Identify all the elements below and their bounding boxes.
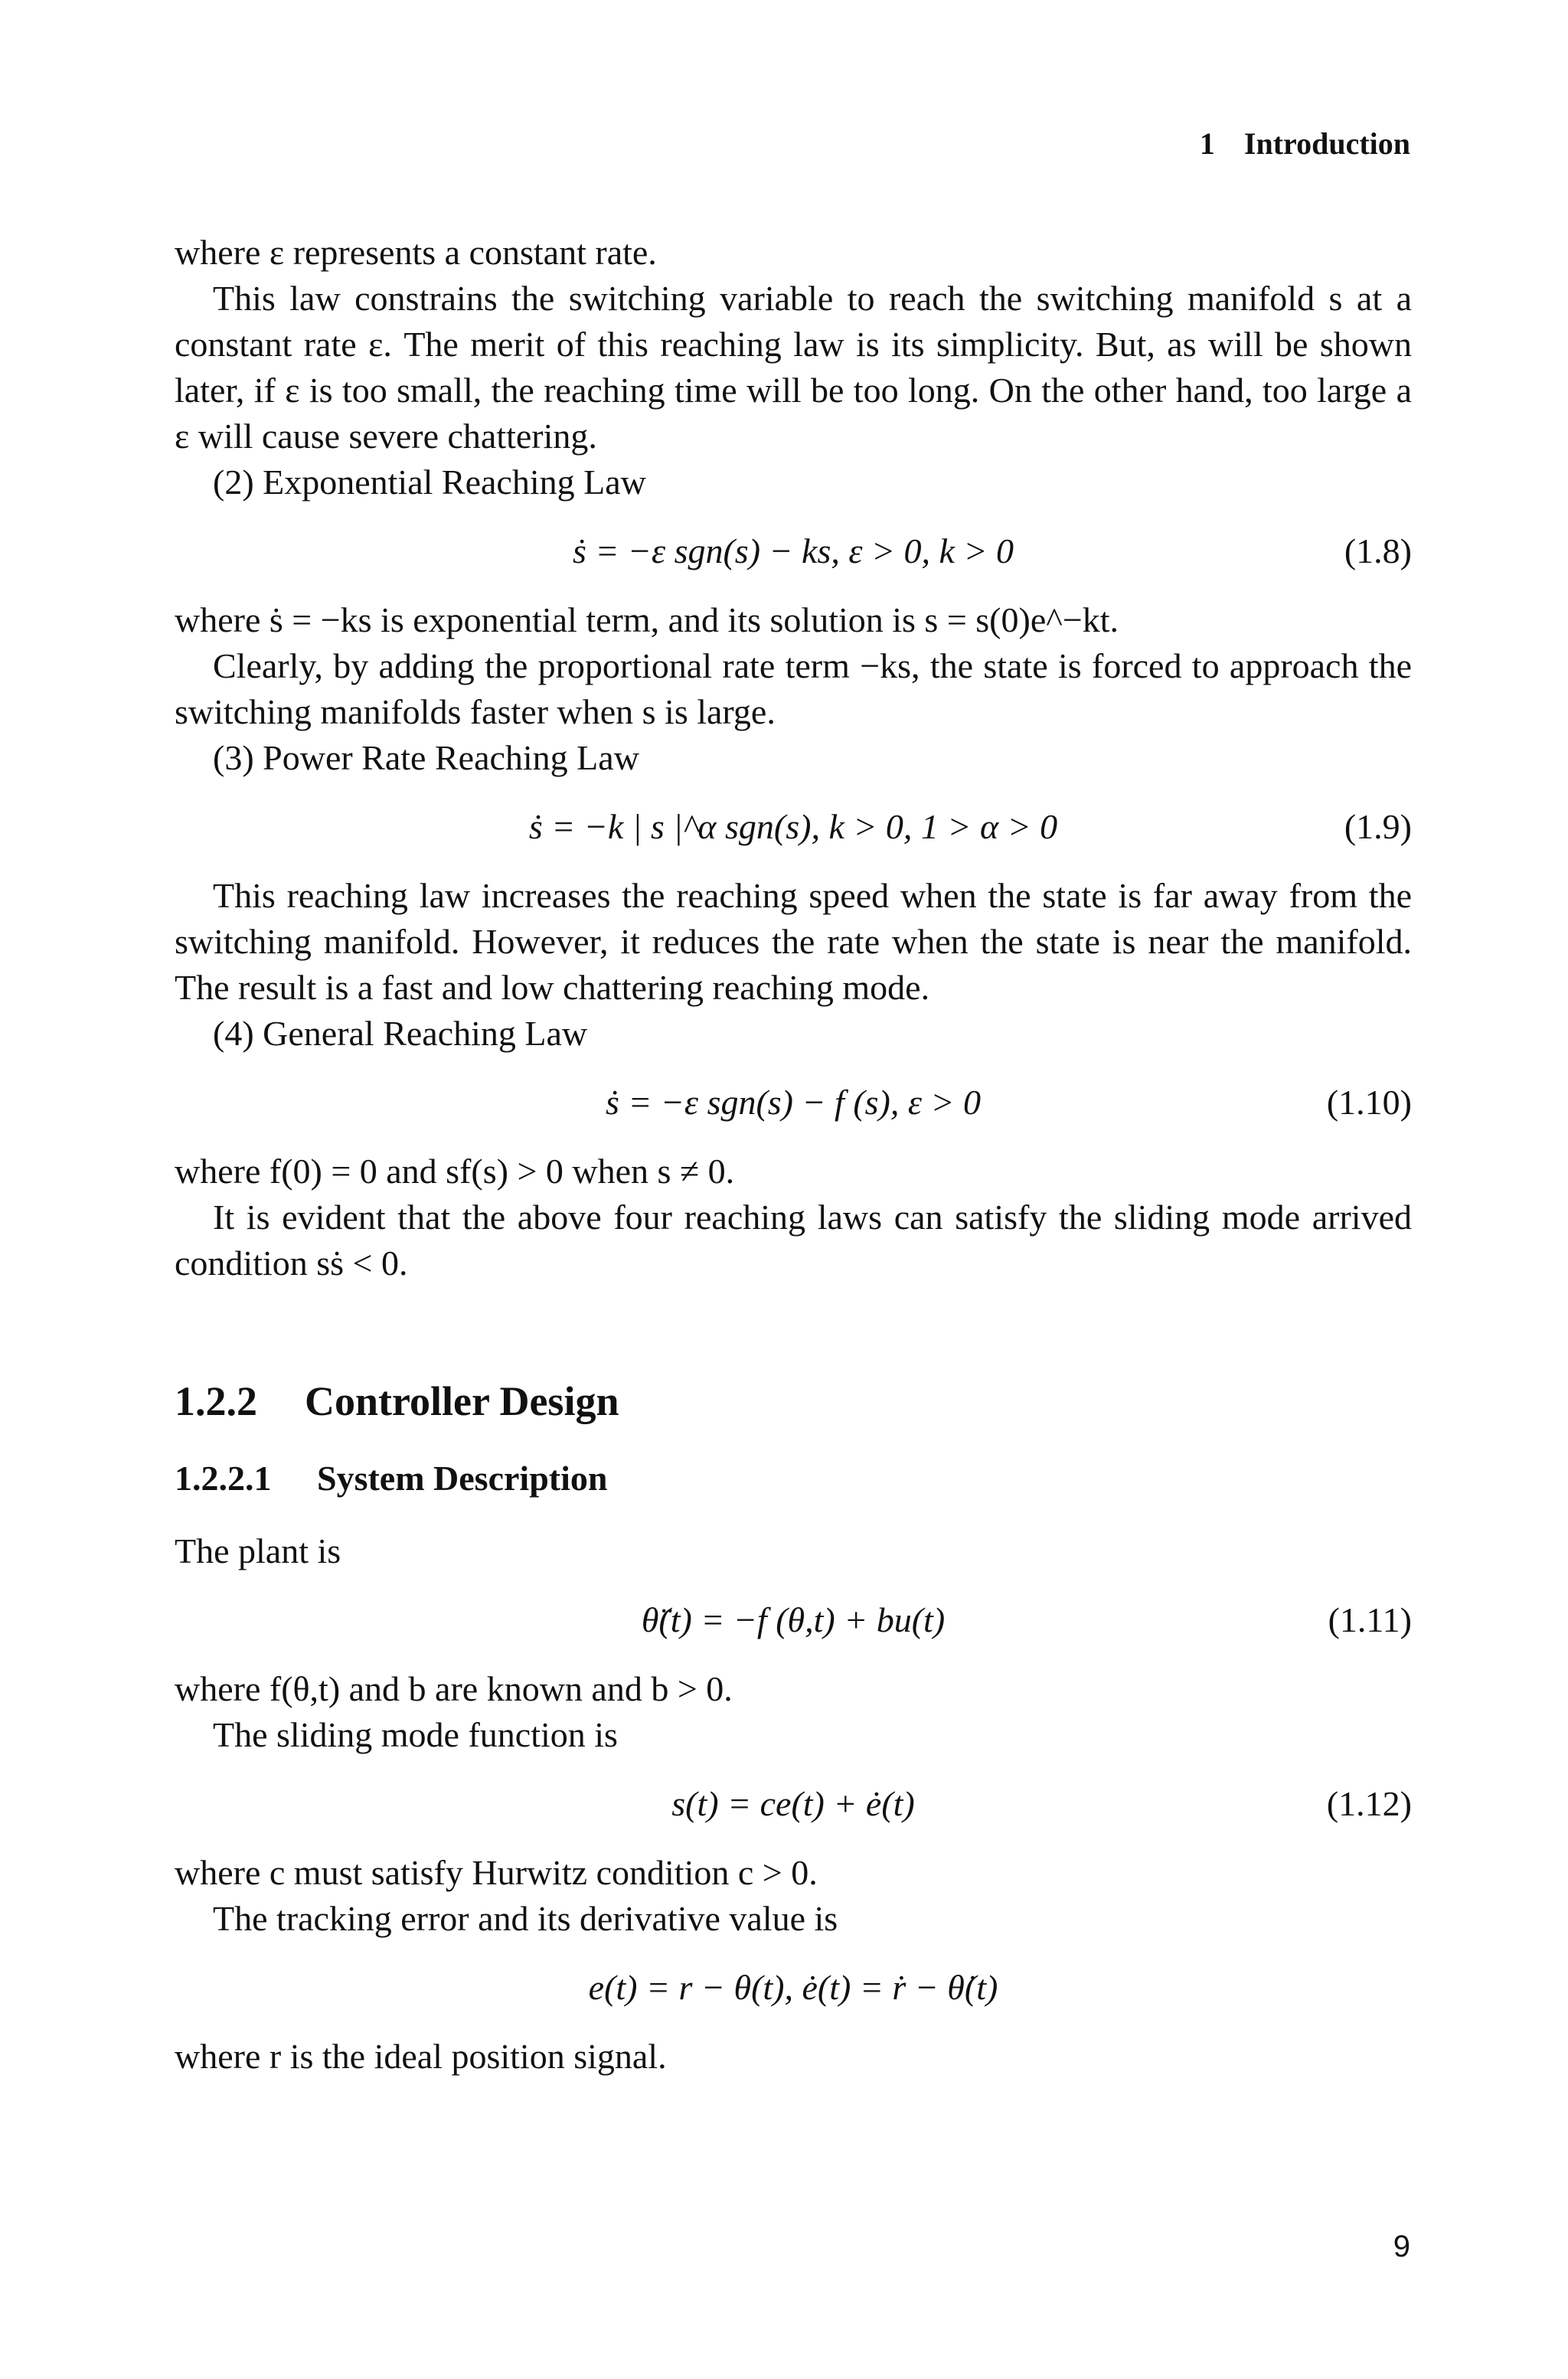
section-title: Controller Design xyxy=(305,1378,619,1424)
paragraph: This law constrains the switching variable to reach the switching manifold s at a constant rate ε. The merit of this reaching law is its simplicity. But, as will be shown later, if ε is too small, the reaching time will be too long. On the other hand, too large a ε will cause severe chattering. xyxy=(175,279,1412,456)
equation-1-12 xyxy=(175,1767,1412,1841)
chapter-number: 1 xyxy=(1199,126,1215,161)
paragraph: where c must satisfy Hurwitz condition c > 0. xyxy=(175,1853,818,1892)
subsection-heading xyxy=(175,1456,1412,1501)
section-number: 1.2.2 xyxy=(175,1378,257,1424)
paragraph: where ε represents a constant rate. xyxy=(175,233,657,272)
equation-body: θ̈(t) = −f (θ,t) + bu(t) xyxy=(641,1600,946,1639)
paragraph: The plant is xyxy=(175,1531,341,1570)
equation-1-8 xyxy=(175,515,1412,588)
equation-number: (1.11) xyxy=(1328,1600,1412,1639)
paragraph: where f(0) = 0 and sf(s) > 0 when s ≠ 0. xyxy=(175,1152,735,1191)
list-item-heading: (4) General Reaching Law xyxy=(213,1014,588,1053)
equation-1-9 xyxy=(175,790,1412,864)
equation-tracking-error xyxy=(175,1951,1412,2024)
equation-number: (1.8) xyxy=(1344,531,1412,570)
equation-number: (1.10) xyxy=(1326,1083,1412,1122)
running-header xyxy=(1200,126,1410,162)
paragraph: where f(θ,t) and b are known and b > 0. xyxy=(175,1669,733,1708)
paragraph: Clearly, by adding the proportional rate term −ks, the state is forced to approach the switching manifolds faster when s is large. xyxy=(175,646,1412,731)
equation-number: (1.9) xyxy=(1344,807,1412,846)
equation-body: ṡ = −ε sgn(s) − ks, ε > 0, k > 0 xyxy=(572,531,1014,570)
paragraph: The tracking error and its derivative value is xyxy=(213,1899,838,1938)
paragraph: where ṡ = −ks is exponential term, and its solution is s = s(0)e^−kt. xyxy=(175,600,1119,639)
subsection-title: System Description xyxy=(317,1459,608,1498)
paragraph: where r is the ideal position signal. xyxy=(175,2037,667,2076)
equation-body: e(t) = r − θ(t), ė(t) = ṙ − θ̇(t) xyxy=(588,1968,998,2007)
page-body xyxy=(175,230,1412,2080)
paragraph: The sliding mode function is xyxy=(213,1715,618,1754)
paragraph: It is evident that the above four reaching laws can satisfy the sliding mode arrived condition sṡ < 0. xyxy=(175,1198,1412,1283)
list-item-heading: (2) Exponential Reaching Law xyxy=(213,462,646,502)
equation-body: ṡ = −k | s |^α sgn(s), k > 0, 1 > α > 0 xyxy=(528,807,1058,846)
page-number: 9 xyxy=(1393,2230,1410,2263)
subsection-number: 1.2.2.1 xyxy=(175,1459,272,1498)
equation-body: ṡ = −ε sgn(s) − f (s), ε > 0 xyxy=(605,1083,982,1122)
section-heading xyxy=(175,1377,1412,1426)
equation-body: s(t) = ce(t) + ė(t) xyxy=(671,1784,915,1823)
chapter-title: Introduction xyxy=(1243,126,1410,161)
equation-1-11 xyxy=(175,1583,1412,1657)
equation-number: (1.12) xyxy=(1326,1784,1412,1823)
paragraph: This reaching law increases the reaching speed when the state is far away from the switching manifold. However, it reduces the rate when the state is near the manifold. The result is a fast and low chattering reaching mode. xyxy=(175,876,1412,1007)
equation-1-10 xyxy=(175,1066,1412,1139)
list-item-heading: (3) Power Rate Reaching Law xyxy=(213,738,639,777)
